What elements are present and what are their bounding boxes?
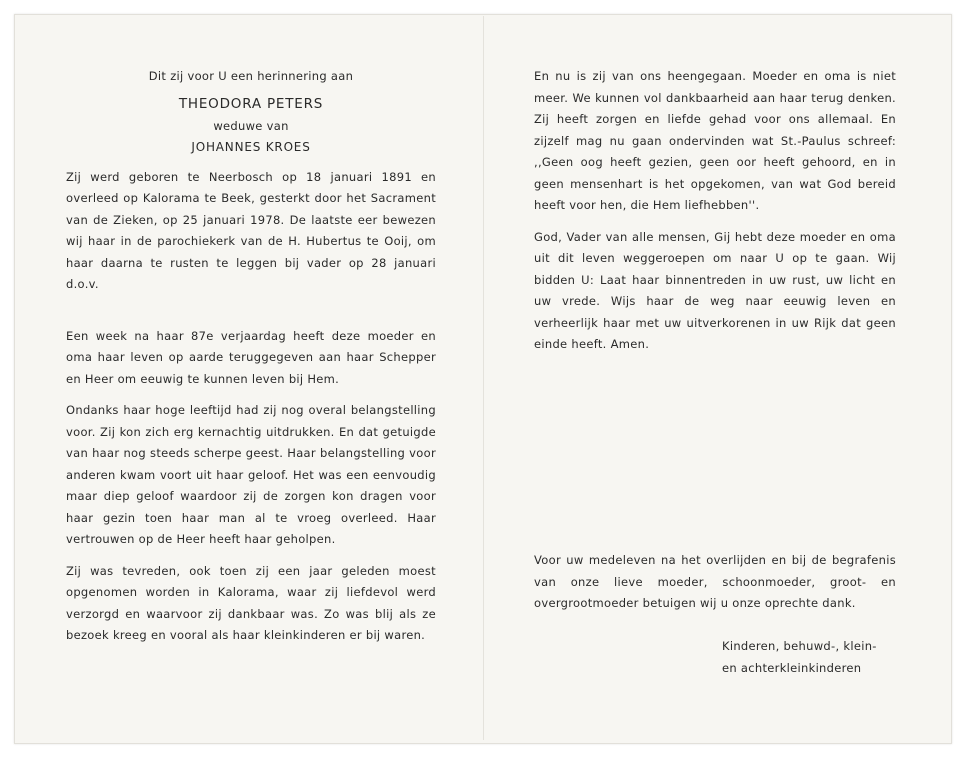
kalorama-paragraph: Zij was tevreden, ook toen zij een jaar geleden moest opgenomen worden in Kalorama, waar zij liefdevol werd verzorgd en waarvoor zij dankbaar was. Zo was blij als ze bezoek kreeg en vooral als haar kleinkinderen er bij waren. xyxy=(66,563,436,642)
biography-paragraph: Zij werd geboren te Neerbosch op 18 januari 1891 en overleed op Kalorama te Beek, gesterkt door het Sacrament van de Zieken, op 25 januari 1978. De laatste eer bewezen wij haar in de parochiekerk van de H. Hubertus te Ooij, om haar daarna te rusten te leggen bij vader op 28 januari d.o.v. xyxy=(66,169,436,291)
widow-of-label: weduwe van xyxy=(213,118,289,133)
thanks-paragraph: Voor uw medeleven na het overlijden en bij de begrafenis van onze lieve moeder, schoonmoeder, groot- en overgrootmoeder betuigen wij u onze oprechte dank. xyxy=(534,553,896,610)
fold-line xyxy=(483,16,484,740)
farewell-paragraph: En nu is zij van ons heengegaan. Moeder en oma is niet meer. We kunnen vol dankbaarheid aan haar terug denken. Zij heeft zorgen en liefde gehad voor ons allemaal. En zijzelf mag nu gaan ondervinden wat St.-Paulus schreef: ,,Geen oog heeft gezien, geen oor heeft gehoord, en in geen mensenhart is het opgekomen, van wat God bereid heeft voor hen, die Hem liefhebben''. xyxy=(534,69,896,212)
deceased-name: THEODORA PETERS xyxy=(178,95,324,112)
birthday-paragraph: Een week na haar 87e verjaardag heeft deze moeder en oma haar leven op aarde teruggegeven aan haar Schepper en Heer om eeuwig te kunnen leven bij Hem. xyxy=(66,328,436,386)
husband-name: JOHANNES KROES xyxy=(191,140,311,154)
right-page xyxy=(534,66,896,366)
signature-line-2: en achterkleinkinderen xyxy=(722,660,862,675)
faith-paragraph: Ondanks haar hoge leeftijd had zij nog overal belangstelling voor. Zij kon zich erg kernachtig uitdrukken. En dat getuigde van haar nog steeds scherpe geest. Haar belangstelling voor anderen kwam voort uit haar geloof. Het was een eenvoudig maar diep geloof waardoor zij de zorgen kon dragen voor haar gezin toen haar man al te vroeg overleed. Haar vertrouwen op de Heer heeft haar geholpen. xyxy=(66,403,436,546)
intro-line: Dit zij voor U een herinnering aan xyxy=(148,69,354,83)
prayer-paragraph: God, Vader van alle mensen, Gij hebt deze moeder en oma uit dit leven weggeroepen om naar U op te gaan. Wij bidden U: Laat haar binnentreden in uw rust, uw licht en uw vrede. Wijs haar de weg naar eeuwig leven en verheerlijk haar met uw uitverkorenen in uw Rijk dat geen einde heeft. Amen. xyxy=(534,229,896,351)
thanks-block xyxy=(534,550,896,615)
signature-block xyxy=(722,636,902,679)
left-page xyxy=(66,66,436,657)
signature-line-1: Kinderen, behuwd-, klein- xyxy=(722,639,877,653)
